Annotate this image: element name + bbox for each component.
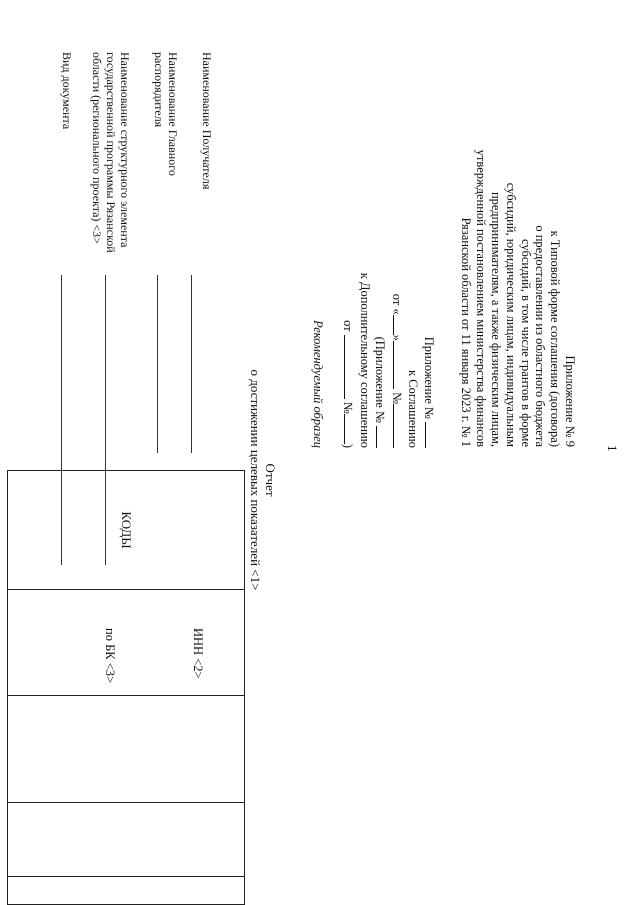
appendix-number-label: (Приложение № <box>373 336 388 423</box>
day-line <box>393 315 405 335</box>
manager-name-label-2: распорядителя <box>152 52 166 128</box>
structural-element-label-2: государственной программы Рязанской <box>104 52 118 253</box>
closing-parenthesis: ) <box>341 443 356 448</box>
recipient-name-line <box>191 275 192 453</box>
agreement-appendix-label: Приложение № <box>422 336 436 419</box>
appendix-header <box>459 15 577 447</box>
to-agreement-label: к Соглашению <box>406 370 421 448</box>
codes-cell-inn[interactable] <box>8 590 245 696</box>
month-line <box>393 341 405 389</box>
date-from-label: от <box>341 320 356 332</box>
additional-agreement-label: к Дополнительному соглашению <box>358 272 372 448</box>
codes-table <box>7 470 245 905</box>
appendix-line: к Типовой форме соглашения (договора) <box>548 230 563 447</box>
appendix-line: предпринимателям, а также физическим лицам, <box>489 191 504 447</box>
appendix-line: субсидий, юридическим лицам, индивидуальным <box>503 182 518 447</box>
number-line <box>345 414 357 444</box>
codes-header-cell <box>8 471 245 590</box>
structural-element-label-1: Наименование структурного элемента <box>118 52 132 248</box>
appendix-number-line <box>377 426 389 448</box>
appendix-line: о предоставлении из областного бюджета <box>533 225 548 447</box>
report-title-text: Отчет <box>263 463 278 497</box>
bk-label: по БК <3> <box>103 628 117 684</box>
structural-element-label-3: области (регионального проекта) <3> <box>90 52 104 244</box>
appendix-number-line <box>425 422 437 448</box>
codes-header: КОДЫ <box>119 511 134 549</box>
agreement-reference <box>340 168 437 448</box>
date-line <box>345 335 357 399</box>
page-number: 1 <box>605 445 620 452</box>
document-type-label: Вид документа <box>60 52 74 130</box>
codes-cell-doc-type[interactable] <box>8 877 245 905</box>
manager-name-line <box>157 275 158 453</box>
appendix-line: Рязанской области от 11 января 2023 г. № 1 <box>459 217 474 447</box>
number-label: № <box>341 401 356 414</box>
recipient-name-label: Наименование Получателя <box>200 52 214 190</box>
manager-name-label-1: Наименование Главного <box>166 52 180 176</box>
date-from-label: от « <box>390 293 404 315</box>
codes-cell-bk[interactable] <box>8 803 245 877</box>
recommended-sample-note: Рекомендуемый образец <box>311 320 325 448</box>
appendix-line: Приложение № 9 <box>563 355 577 447</box>
number-line <box>393 404 405 448</box>
number-label: № <box>390 392 404 404</box>
date-quote: » <box>390 334 404 341</box>
codes-cell-manager[interactable] <box>8 696 245 803</box>
report-title <box>248 300 278 660</box>
report-subtitle: о достижении целевых показателей <1> <box>248 369 263 591</box>
inn-label: ИНН <2> <box>191 628 205 679</box>
appendix-line: утвержденной постановлением министерства финансов <box>474 149 489 447</box>
appendix-line: субсидий, в том числе грантов в форме <box>518 239 533 447</box>
